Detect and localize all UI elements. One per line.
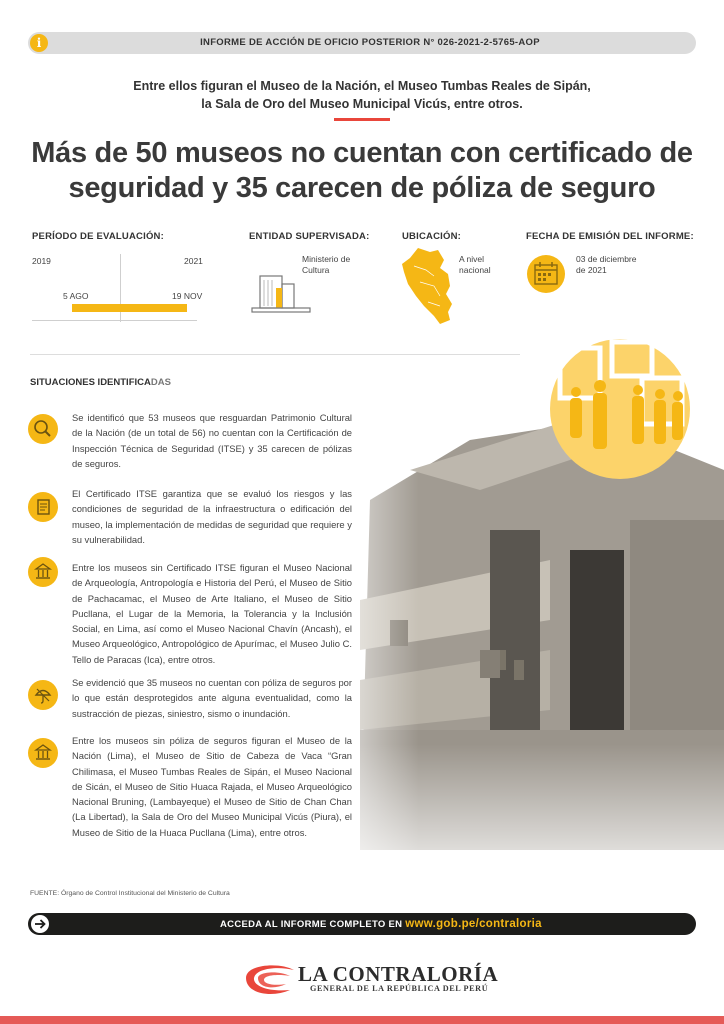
section-divider: [30, 354, 520, 355]
situation-4-text: Se evidenció que 35 museos no cuentan con póliza de seguros por lo que están desprotegidos ante alguna eventualidad, como la sustracción de piezas, siniestro, sismo o inundación.: [72, 677, 352, 719]
museum-icon: [28, 557, 58, 587]
situation-2-text: El Certificado ITSE garantiza que se evaluó los riesgos y las condiciones de seguridad de la infraestructura o edificación del museo, la implementación de medidas de seguridad que requiere y su vulnerabilidad.: [72, 488, 352, 545]
entity-name-line1: Ministerio de: [302, 254, 351, 264]
intro-subtitle: [62, 77, 662, 113]
building-icon: [250, 270, 312, 316]
issue-date-line1: 03 de diciembre: [576, 254, 637, 264]
report-code: INFORME DE ACCIÓN DE OFICIO POSTERIOR N° 026-2021-2-5765-AOP: [200, 37, 540, 48]
period-bar: [72, 304, 187, 312]
period-label: PERÍODO DE EVALUACIÓN:: [32, 231, 164, 242]
page-title: [20, 136, 704, 206]
situations-title-rest: DAS: [150, 377, 171, 388]
cta-link[interactable]: www.gob.pe/contraloria: [405, 918, 542, 930]
museum-icon: [28, 738, 58, 768]
situations-title: [30, 377, 171, 388]
arrow-right-icon[interactable]: [31, 915, 49, 933]
location-value: [459, 254, 491, 276]
visitors-circle-photo: [542, 338, 698, 480]
location-label: UBICACIÓN:: [402, 231, 461, 242]
document-icon: [28, 492, 58, 522]
red-divider: [334, 118, 390, 121]
umbrella-icon: [28, 680, 58, 710]
source-note: FUENTE: Órgano de Control Institucional del Ministerio de Cultura: [30, 890, 230, 897]
entity-label: ENTIDAD SUPERVISADA:: [249, 231, 370, 242]
peru-map-icon: [400, 246, 456, 326]
period-end-date: 19 NOV: [172, 291, 203, 301]
page-title-line2: seguridad y 35 carecen de póliza de seguro: [68, 172, 656, 204]
intro-subtitle-line2: la Sala de Oro del Museo Municipal Vicús, entre otros.: [201, 97, 523, 111]
info-icon: i: [30, 34, 48, 52]
cta-text[interactable]: [220, 913, 542, 935]
bottom-strip: [0, 1016, 724, 1024]
period-start-date: 5 AGO: [63, 291, 89, 301]
issue-date-line2: de 2021: [576, 265, 607, 275]
issue-date-value: [576, 254, 636, 276]
location-value-line1: A nivel: [459, 254, 485, 264]
logo-subtitle: GENERAL DE LA REPÚBLICA DEL PERÚ: [310, 984, 489, 993]
contraloria-logo-icon: [238, 956, 298, 998]
entity-name: [302, 254, 350, 276]
intro-subtitle-line1: Entre ellos figuran el Museo de la Nación, el Museo Tumbas Reales de Sipán,: [133, 79, 591, 93]
logo-name: LA CONTRALORÍA: [298, 962, 499, 986]
page-title-line1: Más de 50 museos no cuentan con certificado de: [31, 137, 693, 169]
entity-name-line2: Cultura: [302, 265, 330, 275]
cta-label: ACCEDA AL INFORME COMPLETO EN: [220, 919, 406, 930]
period-end-year: 2021: [184, 256, 203, 266]
period-baseline: [32, 320, 197, 321]
situations-title-main: SITUACIONES IDENTIFICA: [30, 377, 151, 388]
period-start-year: 2019: [32, 256, 51, 266]
situation-1-text: Se identificó que 53 museos que resguardan Patrimonio Cultural de la Nación (de un total de 56) no cuentan con la Certificación de Inspección Técnica de Seguridad (ITSE) y 35 carecen de pólizas de seguros.: [72, 412, 352, 469]
situation-3-text: Entre los museos sin Certificado ITSE figuran el Museo Nacional de Arqueología, Antropología e Historia del Perú, el Museo de Sitio de Pachacamac, el Museo de Arte Italiano, el Museo de Sitio Pucllana, el Lugar de la Memoria, la Tolerancia y la Inclusión Social, en Lima, así como el Museo Nacional Chavín (Ancash), el Museo Arqueológico, Antropológico de Apurímac, el Museo Julio C. Tello de Paracas (Ica), entre otros.: [72, 562, 352, 665]
magnifier-icon: [28, 414, 58, 444]
situation-5-text: Entre los museos sin póliza de seguros figuran el Museo de la Nación (Lima), el Museo de Sitio de Cabeza de Vaca “Gran Chilimasa, el Museo Tumbas Reales de Sipán, el Museo Nacional de Sicán, el Museo de Sitio Huaca Rajada, el Museo Arqueológico Nacional Bruning, (Lambayeque) el Museo de Sitio de Chan Chan (La Libertad), la Sala de Oro del Museo Municipal Vicús (Piura), el Museo de Sitio de la Huaca Pucllana (Lima), entre otros.: [72, 735, 352, 838]
location-value-line2: nacional: [459, 265, 491, 275]
calendar-icon: [526, 254, 566, 294]
issue-date-label: FECHA DE EMISIÓN DEL INFORME:: [526, 231, 694, 242]
